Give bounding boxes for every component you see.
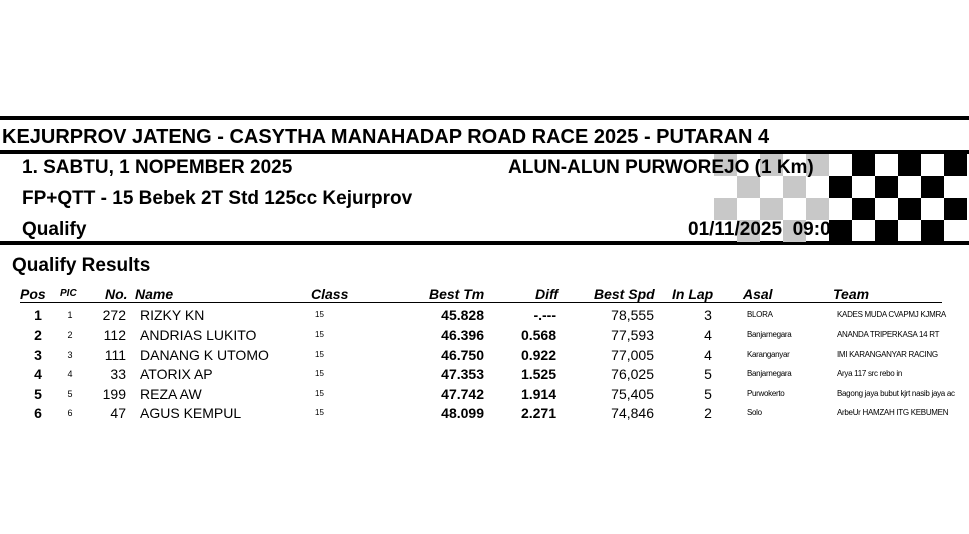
cell-best-tm: 46.396 (441, 327, 484, 343)
cell-best-spd: 76,025 (611, 366, 654, 382)
flag-square (875, 176, 898, 198)
cell-class: 15 (315, 408, 324, 417)
cell-name: ATORIX AP (140, 366, 213, 382)
cell-in-lap: 4 (704, 327, 712, 343)
cell-in-lap: 2 (704, 405, 712, 421)
col-best-tm: Best Tm (429, 286, 485, 302)
cell-asal: Karanganyar (747, 350, 790, 359)
cell-pos: 5 (34, 386, 42, 402)
cell-asal: Banjarnegara (747, 330, 792, 339)
cell-diff: 0.922 (520, 347, 556, 363)
cell-pos: 3 (34, 347, 42, 363)
cell-best-tm: 46.750 (441, 347, 484, 363)
cell-pic: 3 (67, 350, 73, 360)
cell-pos: 6 (34, 405, 42, 421)
cell-pic: 2 (67, 330, 73, 340)
flag-square (898, 198, 921, 220)
cell-best-tm: 48.099 (441, 405, 484, 421)
cell-class: 15 (315, 310, 324, 319)
cell-class: 15 (315, 350, 324, 359)
cell-asal: BLORA (747, 310, 773, 319)
flag-square (944, 198, 967, 220)
cell-class: 15 (315, 330, 324, 339)
event-venue: ALUN-ALUN PURWOREJO (1 Km) (508, 157, 814, 178)
col-class: Class (311, 286, 349, 302)
table-row (0, 405, 969, 425)
cell-pos: 4 (34, 366, 42, 382)
flag-square (760, 198, 783, 220)
col-in-lap: In Lap (672, 286, 714, 302)
flag-square (944, 154, 967, 176)
cell-asal: Purwokerto (747, 389, 785, 398)
cell-pos: 1 (34, 307, 42, 323)
flag-square (806, 198, 829, 220)
cell-diff: 0.568 (520, 327, 556, 343)
col-best-spd: Best Spd (594, 286, 655, 302)
cell-pic: 1 (67, 310, 73, 320)
flag-square (829, 176, 852, 198)
cell-team: KADES MUDA CVAPMJ KJMRA (837, 310, 946, 319)
cell-no: 33 (110, 366, 126, 382)
cell-diff: 1.525 (520, 366, 556, 382)
cell-pic: 4 (67, 369, 73, 379)
cell-pic: 6 (67, 408, 73, 418)
cell-team: ArbeUr HAMZAH ITG KEBUMEN (837, 408, 949, 417)
col-pos: Pos (20, 286, 46, 302)
cell-no: 272 (102, 307, 126, 323)
cell-best-tm: 47.742 (441, 386, 484, 402)
event-day: 1. SABTU, 1 NOPEMBER 2025 (22, 157, 293, 178)
session-name: Qualify (22, 219, 87, 240)
table-row (0, 386, 969, 406)
cell-in-lap: 5 (704, 366, 712, 382)
flag-square (783, 176, 806, 198)
cell-diff: 2.271 (520, 405, 556, 421)
flag-square (737, 176, 760, 198)
cell-no: 111 (104, 347, 126, 363)
col-team: Team (833, 286, 870, 302)
cell-team: Bagong jaya bubut kjrt nasib jaya ac (837, 389, 955, 398)
race-category: FP+QTT - 15 Bebek 2T Std 125cc Kejurprov (22, 188, 413, 209)
cell-in-lap: 3 (704, 307, 712, 323)
cell-asal: Banjarnegara (747, 369, 792, 378)
flag-square (921, 220, 944, 242)
cell-diff: 1.914 (520, 386, 556, 402)
cell-diff: -.--- (533, 307, 556, 323)
flag-square (875, 220, 898, 242)
table-row (0, 307, 969, 327)
cell-name: REZA AW (140, 386, 202, 402)
cell-best-tm: 45.828 (441, 307, 484, 323)
cell-best-spd: 74,846 (611, 405, 654, 421)
flag-square (852, 198, 875, 220)
cell-best-spd: 77,005 (611, 347, 654, 363)
cell-team: IMI KARANGANYAR RACING (837, 350, 938, 359)
cell-class: 15 (315, 369, 324, 378)
cell-best-tm: 47.353 (441, 366, 484, 382)
cell-name: DANANG K UTOMO (140, 347, 269, 363)
cell-in-lap: 4 (704, 347, 712, 363)
top-rule (0, 116, 969, 120)
cell-team: Arya 117 src rebo in (837, 369, 902, 378)
table-row (0, 366, 969, 386)
col-name: Name (135, 286, 174, 302)
event-title: KEJURPROV JATENG - CASYTHA MANAHADAP ROAD RACE 2025 - PUTARAN 4 (2, 126, 770, 148)
flag-square (921, 176, 944, 198)
cell-asal: Solo (747, 408, 762, 417)
cell-name: RIZKY KN (140, 307, 205, 323)
flag-square (714, 198, 737, 220)
results-column-headers (0, 286, 969, 302)
cell-name: AGUS KEMPUL (140, 405, 242, 421)
col-no: No. (105, 286, 128, 302)
flag-square (898, 154, 921, 176)
cell-no: 112 (103, 327, 126, 343)
cell-pos: 2 (34, 327, 42, 343)
col-diff: Diff (535, 286, 559, 302)
col-asal: Asal (743, 286, 773, 302)
cell-best-spd: 78,555 (611, 307, 654, 323)
column-header-rule (20, 302, 942, 303)
cell-team: ANANDA TRIPERKASA 14 RT (837, 330, 940, 339)
session-datetime: 01/11/2025 09:00 (688, 219, 842, 240)
flag-square (852, 154, 875, 176)
cell-pic: 5 (67, 389, 73, 399)
cell-no: 199 (102, 386, 126, 402)
col-pic: PIC (60, 288, 77, 299)
cell-no: 47 (110, 405, 126, 421)
cell-in-lap: 5 (704, 386, 712, 402)
section-title: Qualify Results (12, 255, 151, 276)
table-row (0, 327, 969, 347)
cell-name: ANDRIAS LUKITO (140, 327, 257, 343)
cell-best-spd: 77,593 (611, 327, 654, 343)
cell-best-spd: 75,405 (611, 386, 654, 402)
table-row (0, 347, 969, 367)
cell-class: 15 (315, 389, 324, 398)
